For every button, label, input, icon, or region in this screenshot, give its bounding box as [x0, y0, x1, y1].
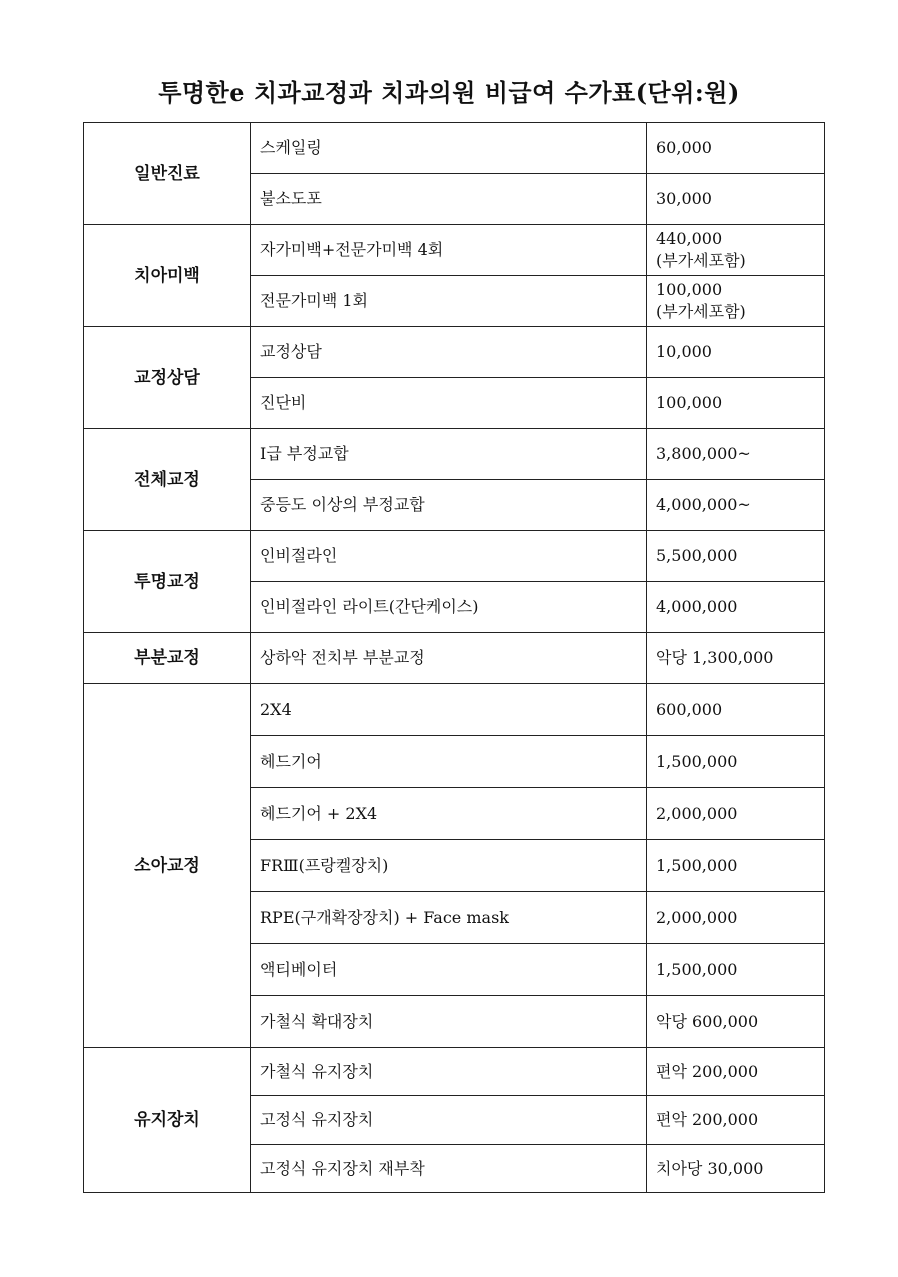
table-row	[84, 633, 825, 684]
item-price: 치아당 30,000	[647, 1145, 825, 1193]
category-cell: 교정상담	[84, 327, 251, 429]
item-price: 3,800,000~	[647, 429, 825, 480]
item-price: 100,000	[656, 280, 723, 299]
item-name: 교정상담	[251, 327, 647, 378]
item-name: 가철식 확대장치	[251, 996, 647, 1048]
item-name: 헤드기어	[251, 736, 647, 788]
item-name: 스케일링	[251, 123, 647, 174]
item-price: 30,000	[647, 174, 825, 225]
item-name: RPE(구개확장장치) + Face mask	[251, 892, 647, 944]
table-row	[84, 1048, 825, 1096]
item-price: 1,500,000	[647, 944, 825, 996]
category-cell: 유지장치	[84, 1048, 251, 1193]
item-price: 440,000	[656, 229, 723, 248]
category-cell: 전체교정	[84, 429, 251, 531]
item-price: 악당 600,000	[647, 996, 825, 1048]
category-cell: 부분교정	[84, 633, 251, 684]
item-price: 10,000	[647, 327, 825, 378]
item-price: 1,500,000	[647, 840, 825, 892]
item-price: 편악 200,000	[647, 1096, 825, 1145]
item-price: 600,000	[647, 684, 825, 736]
fee-table	[83, 122, 825, 1193]
category-cell: 투명교정	[84, 531, 251, 633]
item-name: 중등도 이상의 부정교합	[251, 480, 647, 531]
item-name: 진단비	[251, 378, 647, 429]
item-name: 고정식 유지장치 재부착	[251, 1145, 647, 1193]
item-name: 2X4	[251, 684, 647, 736]
item-price-note: (부가세포함)	[656, 251, 746, 270]
item-price: 4,000,000~	[647, 480, 825, 531]
category-cell: 소아교정	[84, 684, 251, 1048]
item-price: 1,500,000	[647, 736, 825, 788]
item-price: 2,000,000	[647, 788, 825, 840]
item-name: 전문가미백 1회	[251, 276, 647, 327]
table-row	[84, 531, 825, 582]
item-name: 액티베이터	[251, 944, 647, 996]
page-title: 투명한e 치과교정과 치과의원 비급여 수가표(단위:원)	[158, 78, 740, 107]
item-name: Ⅰ급 부정교합	[251, 429, 647, 480]
item-price: 60,000	[647, 123, 825, 174]
table-row	[84, 225, 825, 276]
category-cell: 일반진료	[84, 123, 251, 225]
item-price-cell	[647, 225, 825, 276]
item-name: 상하악 전치부 부분교정	[251, 633, 647, 684]
item-price: 100,000	[647, 378, 825, 429]
item-price: 5,500,000	[647, 531, 825, 582]
item-price: 4,000,000	[647, 582, 825, 633]
item-name: 헤드기어 + 2X4	[251, 788, 647, 840]
table-row	[84, 327, 825, 378]
item-name: FRⅢ(프랑켈장치)	[251, 840, 647, 892]
item-name: 자가미백+전문가미백 4회	[251, 225, 647, 276]
item-name: 불소도포	[251, 174, 647, 225]
item-name: 가철식 유지장치	[251, 1048, 647, 1096]
table-row	[84, 684, 825, 736]
item-price: 악당 1,300,000	[647, 633, 825, 684]
item-price: 편악 200,000	[647, 1048, 825, 1096]
item-price-note: (부가세포함)	[656, 302, 746, 321]
table-row	[84, 123, 825, 174]
item-name: 인비절라인 라이트(간단케이스)	[251, 582, 647, 633]
item-price-cell	[647, 276, 825, 327]
item-name: 고정식 유지장치	[251, 1096, 647, 1145]
item-price: 2,000,000	[647, 892, 825, 944]
category-cell: 치아미백	[84, 225, 251, 327]
item-name: 인비절라인	[251, 531, 647, 582]
table-row	[84, 429, 825, 480]
